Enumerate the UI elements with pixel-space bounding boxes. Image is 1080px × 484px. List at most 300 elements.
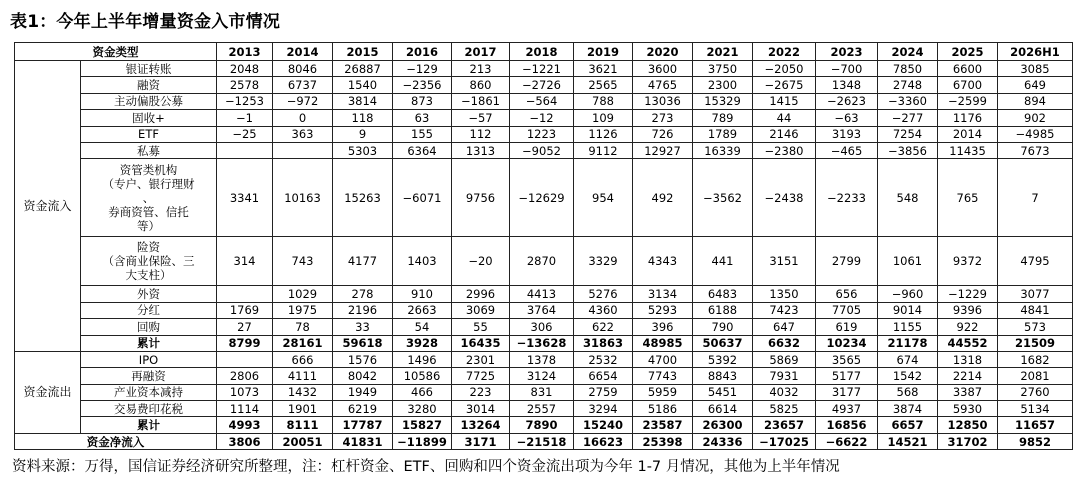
value-cell: 6737: [273, 77, 333, 93]
value-cell: 1126: [574, 126, 633, 142]
value-cell: −972: [273, 93, 333, 109]
value-cell: 5959: [633, 384, 693, 400]
value-cell: 213: [452, 61, 510, 77]
value-cell: 873: [393, 93, 452, 109]
value-cell: 7673: [998, 142, 1073, 158]
net-inflow-row: [15, 433, 1073, 449]
table-row: [15, 401, 1073, 417]
group-label: 资金流出: [15, 351, 81, 433]
row-label-line: 等）: [137, 218, 160, 233]
value-cell: 622: [574, 319, 633, 335]
value-cell: 1496: [393, 351, 452, 367]
value-cell: 112: [452, 126, 510, 142]
value-cell: [273, 142, 333, 158]
value-cell: 860: [452, 77, 510, 93]
table-row: [15, 319, 1073, 335]
value-cell: 568: [878, 384, 938, 400]
value-cell: 48985: [633, 335, 693, 351]
value-cell: 9396: [938, 302, 998, 318]
value-cell: −1253: [217, 93, 273, 109]
header-row: [15, 43, 1073, 61]
value-cell: 765: [938, 159, 998, 237]
value-cell: −3562: [693, 159, 753, 237]
value-cell: 2048: [217, 61, 273, 77]
value-cell: 13264: [452, 417, 510, 433]
value-cell: 656: [816, 286, 878, 302]
value-cell: 1061: [878, 237, 938, 286]
row-label: IPO: [81, 351, 217, 367]
value-cell: 573: [998, 319, 1073, 335]
value-cell: −20: [452, 237, 510, 286]
header-year: 2013: [217, 43, 273, 61]
value-cell: 6600: [938, 61, 998, 77]
value-cell: 4360: [574, 302, 633, 318]
value-cell: 31702: [938, 433, 998, 449]
value-cell: 155: [393, 126, 452, 142]
value-cell: −4985: [998, 126, 1073, 142]
value-cell: 8042: [333, 368, 393, 384]
row-label: 固收+: [81, 110, 217, 126]
value-cell: 1029: [273, 286, 333, 302]
value-cell: 5869: [753, 351, 816, 367]
value-cell: 12850: [938, 417, 998, 433]
value-cell: 7931: [753, 368, 816, 384]
value-cell: 5451: [693, 384, 753, 400]
value-cell: 5303: [333, 142, 393, 158]
value-cell: 9014: [878, 302, 938, 318]
value-cell: 7705: [816, 302, 878, 318]
value-cell: 78: [273, 319, 333, 335]
value-cell: 13036: [633, 93, 693, 109]
value-cell: 831: [510, 384, 574, 400]
value-cell: 59618: [333, 335, 393, 351]
row-label: 融资: [81, 77, 217, 93]
row-label: ETF: [81, 126, 217, 142]
value-cell: 3193: [816, 126, 878, 142]
value-cell: −21518: [510, 433, 574, 449]
value-cell: 441: [693, 237, 753, 286]
value-cell: 15240: [574, 417, 633, 433]
value-cell: 6657: [878, 417, 938, 433]
value-cell: 396: [633, 319, 693, 335]
value-cell: 674: [878, 351, 938, 367]
header-year: 2021: [693, 43, 753, 61]
value-cell: 278: [333, 286, 393, 302]
value-cell: −63: [816, 110, 878, 126]
value-cell: 55: [452, 319, 510, 335]
header-year: 2016: [393, 43, 452, 61]
value-cell: −960: [878, 286, 938, 302]
value-cell: −12: [510, 110, 574, 126]
value-cell: 3014: [452, 401, 510, 417]
value-cell: 6700: [938, 77, 998, 93]
value-cell: 1432: [273, 384, 333, 400]
value-cell: 492: [633, 159, 693, 237]
value-cell: 1073: [217, 384, 273, 400]
value-cell: 1155: [878, 319, 938, 335]
source-note: 资料来源：万得，国信证券经济研究所整理，注：杠杆资金、ETF、回购和四个资金流出项为今年 1-7 月情况，其他为上半年情况: [12, 459, 840, 475]
value-cell: 3134: [633, 286, 693, 302]
value-cell: 9: [333, 126, 393, 142]
value-cell: −2599: [938, 93, 998, 109]
table-row: [15, 351, 1073, 367]
value-cell: −2438: [753, 159, 816, 237]
row-label: 累计: [81, 417, 217, 433]
table-row: [15, 110, 1073, 126]
header-year: 2014: [273, 43, 333, 61]
value-cell: 954: [574, 159, 633, 237]
row-label: 回购: [81, 319, 217, 335]
value-cell: −2380: [753, 142, 816, 158]
value-cell: 21509: [998, 335, 1073, 351]
value-cell: 5825: [753, 401, 816, 417]
value-cell: 2806: [217, 368, 273, 384]
value-cell: 2565: [574, 77, 633, 93]
row-label-line: （专户、银行理财: [102, 176, 195, 191]
value-cell: 25398: [633, 433, 693, 449]
value-cell: 11657: [998, 417, 1073, 433]
value-cell: 31863: [574, 335, 633, 351]
value-cell: 902: [998, 110, 1073, 126]
table-row: [15, 286, 1073, 302]
value-cell: 1223: [510, 126, 574, 142]
value-cell: 726: [633, 126, 693, 142]
value-cell: −2623: [816, 93, 878, 109]
value-cell: 1313: [452, 142, 510, 158]
row-label: [81, 159, 217, 237]
value-cell: 6219: [333, 401, 393, 417]
value-cell: −129: [393, 61, 452, 77]
header-year: 2019: [574, 43, 633, 61]
value-cell: 2196: [333, 302, 393, 318]
value-cell: 314: [217, 237, 273, 286]
value-cell: 54: [393, 319, 452, 335]
value-cell: 4993: [217, 417, 273, 433]
value-cell: 4700: [633, 351, 693, 367]
value-cell: 23587: [633, 417, 693, 433]
value-cell: 10163: [273, 159, 333, 237]
value-cell: 1949: [333, 384, 393, 400]
value-cell: 666: [273, 351, 333, 367]
value-cell: 5186: [633, 401, 693, 417]
value-cell: 6654: [574, 368, 633, 384]
value-cell: −1: [217, 110, 273, 126]
value-cell: 5293: [633, 302, 693, 318]
value-cell: 11435: [938, 142, 998, 158]
value-cell: 15827: [393, 417, 452, 433]
value-cell: 41831: [333, 433, 393, 449]
value-cell: 2578: [217, 77, 273, 93]
value-cell: −2050: [753, 61, 816, 77]
value-cell: 922: [938, 319, 998, 335]
value-cell: −2356: [393, 77, 452, 93]
value-cell: 6188: [693, 302, 753, 318]
value-cell: 63: [393, 110, 452, 126]
value-cell: 44: [753, 110, 816, 126]
value-cell: 3280: [393, 401, 452, 417]
value-cell: 1789: [693, 126, 753, 142]
value-cell: 3151: [753, 237, 816, 286]
value-cell: 17787: [333, 417, 393, 433]
value-cell: 4841: [998, 302, 1073, 318]
value-cell: −2675: [753, 77, 816, 93]
value-cell: 2870: [510, 237, 574, 286]
value-cell: [217, 142, 273, 158]
value-cell: 2532: [574, 351, 633, 367]
value-cell: 1542: [878, 368, 938, 384]
row-label: 主动偏股公募: [81, 93, 217, 109]
value-cell: 466: [393, 384, 452, 400]
value-cell: 28161: [273, 335, 333, 351]
value-cell: 2760: [998, 384, 1073, 400]
value-cell: 0: [273, 110, 333, 126]
row-label: 累计: [81, 335, 217, 351]
value-cell: 910: [393, 286, 452, 302]
value-cell: 2081: [998, 368, 1073, 384]
value-cell: 743: [273, 237, 333, 286]
value-cell: 4937: [816, 401, 878, 417]
value-cell: 15329: [693, 93, 753, 109]
header-year: 2018: [510, 43, 574, 61]
value-cell: 16623: [574, 433, 633, 449]
value-cell: 3750: [693, 61, 753, 77]
value-cell: 9852: [998, 433, 1073, 449]
value-cell: 3294: [574, 401, 633, 417]
value-cell: 3806: [217, 433, 273, 449]
header-year: 2026H1: [998, 43, 1073, 61]
value-cell: 4413: [510, 286, 574, 302]
value-cell: 1682: [998, 351, 1073, 367]
value-cell: 16339: [693, 142, 753, 158]
value-cell: 4111: [273, 368, 333, 384]
value-cell: 363: [273, 126, 333, 142]
table-row: [15, 142, 1073, 158]
table-row: [15, 159, 1073, 237]
value-cell: 2748: [878, 77, 938, 93]
value-cell: 4795: [998, 237, 1073, 286]
row-label: 银证转账: [81, 61, 217, 77]
value-cell: 44552: [938, 335, 998, 351]
value-cell: 5134: [998, 401, 1073, 417]
value-cell: 273: [633, 110, 693, 126]
value-cell: 9756: [452, 159, 510, 237]
value-cell: 2663: [393, 302, 452, 318]
row-label: 私募: [81, 142, 217, 158]
table-title: 表1：今年上半年增量资金入市情况: [10, 12, 281, 32]
value-cell: 50637: [693, 335, 753, 351]
value-cell: −12629: [510, 159, 574, 237]
row-label-line: 、: [142, 190, 155, 205]
value-cell: −1861: [452, 93, 510, 109]
table-row: [15, 126, 1073, 142]
row-label-line: 大支柱）: [125, 268, 172, 283]
value-cell: 3077: [998, 286, 1073, 302]
value-cell: 8111: [273, 417, 333, 433]
value-cell: −564: [510, 93, 574, 109]
value-cell: 12927: [633, 142, 693, 158]
table-row: [15, 368, 1073, 384]
value-cell: 3764: [510, 302, 574, 318]
value-cell: 1975: [273, 302, 333, 318]
value-cell: 2146: [753, 126, 816, 142]
value-cell: 5276: [574, 286, 633, 302]
value-cell: 20051: [273, 433, 333, 449]
value-cell: 1901: [273, 401, 333, 417]
table-row: [15, 61, 1073, 77]
value-cell: 10586: [393, 368, 452, 384]
value-cell: 1318: [938, 351, 998, 367]
value-cell: 7423: [753, 302, 816, 318]
value-cell: −11899: [393, 433, 452, 449]
value-cell: 3329: [574, 237, 633, 286]
value-cell: −13628: [510, 335, 574, 351]
value-cell: 2759: [574, 384, 633, 400]
value-cell: 5177: [816, 368, 878, 384]
net-inflow-label: 资金净流入: [15, 433, 217, 449]
value-cell: 26887: [333, 61, 393, 77]
table-container: [14, 42, 1072, 450]
row-label-line: 资管类机构: [119, 162, 178, 177]
value-cell: 1176: [938, 110, 998, 126]
value-cell: 14521: [878, 433, 938, 449]
header-year: 2024: [878, 43, 938, 61]
value-cell: 5392: [693, 351, 753, 367]
value-cell: 4032: [753, 384, 816, 400]
value-cell: 3085: [998, 61, 1073, 77]
row-label: 外资: [81, 286, 217, 302]
value-cell: 3341: [217, 159, 273, 237]
value-cell: 3814: [333, 93, 393, 109]
value-cell: 1350: [753, 286, 816, 302]
value-cell: 6632: [753, 335, 816, 351]
value-cell: [217, 286, 273, 302]
fund-flow-table: [14, 42, 1073, 450]
value-cell: −6071: [393, 159, 452, 237]
value-cell: 5930: [938, 401, 998, 417]
value-cell: 3621: [574, 61, 633, 77]
value-cell: 16856: [816, 417, 878, 433]
value-cell: 619: [816, 319, 878, 335]
value-cell: 8799: [217, 335, 273, 351]
row-label-line: （含商业保险、三: [102, 254, 195, 269]
value-cell: 6614: [693, 401, 753, 417]
value-cell: −17025: [753, 433, 816, 449]
value-cell: −3856: [878, 142, 938, 158]
value-cell: 4343: [633, 237, 693, 286]
value-cell: −25: [217, 126, 273, 142]
header-year: 2022: [753, 43, 816, 61]
value-cell: 2557: [510, 401, 574, 417]
value-cell: 649: [998, 77, 1073, 93]
row-label: [81, 237, 217, 286]
value-cell: 2301: [452, 351, 510, 367]
value-cell: −1221: [510, 61, 574, 77]
value-cell: −6622: [816, 433, 878, 449]
header-year: 2017: [452, 43, 510, 61]
value-cell: 8843: [693, 368, 753, 384]
value-cell: 1378: [510, 351, 574, 367]
value-cell: 790: [693, 319, 753, 335]
value-cell: 2799: [816, 237, 878, 286]
value-cell: 15263: [333, 159, 393, 237]
value-cell: 24336: [693, 433, 753, 449]
value-cell: 23657: [753, 417, 816, 433]
value-cell: −2233: [816, 159, 878, 237]
row-label: 产业资本减持: [81, 384, 217, 400]
value-cell: 1769: [217, 302, 273, 318]
value-cell: 647: [753, 319, 816, 335]
table-row: [15, 93, 1073, 109]
group-label: 资金流入: [15, 61, 81, 352]
row-label: 再融资: [81, 368, 217, 384]
value-cell: 7743: [633, 368, 693, 384]
value-cell: 109: [574, 110, 633, 126]
value-cell: 9372: [938, 237, 998, 286]
value-cell: −2726: [510, 77, 574, 93]
value-cell: −57: [452, 110, 510, 126]
value-cell: 4177: [333, 237, 393, 286]
header-year: 2025: [938, 43, 998, 61]
table-row: [15, 77, 1073, 93]
value-cell: 894: [998, 93, 1073, 109]
value-cell: 789: [693, 110, 753, 126]
value-cell: 2300: [693, 77, 753, 93]
value-cell: −1229: [938, 286, 998, 302]
value-cell: 223: [452, 384, 510, 400]
header-year: 2015: [333, 43, 393, 61]
header-year: 2020: [633, 43, 693, 61]
header-year: 2023: [816, 43, 878, 61]
value-cell: 27: [217, 319, 273, 335]
value-cell: −277: [878, 110, 938, 126]
value-cell: 1348: [816, 77, 878, 93]
value-cell: 26300: [693, 417, 753, 433]
value-cell: 7850: [878, 61, 938, 77]
value-cell: 9112: [574, 142, 633, 158]
table-body: [15, 61, 1073, 450]
value-cell: 10234: [816, 335, 878, 351]
value-cell: 3069: [452, 302, 510, 318]
value-cell: 21178: [878, 335, 938, 351]
row-label: 交易费印花税: [81, 401, 217, 417]
value-cell: −465: [816, 142, 878, 158]
value-cell: 3124: [510, 368, 574, 384]
value-cell: 118: [333, 110, 393, 126]
table-row: [15, 335, 1073, 351]
table-row: [15, 237, 1073, 286]
row-label: 分红: [81, 302, 217, 318]
value-cell: 7890: [510, 417, 574, 433]
value-cell: 1540: [333, 77, 393, 93]
value-cell: 1415: [753, 93, 816, 109]
table-row: [15, 302, 1073, 318]
value-cell: 2996: [452, 286, 510, 302]
value-cell: 2214: [938, 368, 998, 384]
value-cell: 16435: [452, 335, 510, 351]
value-cell: 2014: [938, 126, 998, 142]
value-cell: 33: [333, 319, 393, 335]
value-cell: 3928: [393, 335, 452, 351]
table-row: [15, 417, 1073, 433]
value-cell: 1114: [217, 401, 273, 417]
value-cell: 3387: [938, 384, 998, 400]
value-cell: 788: [574, 93, 633, 109]
value-cell: 3600: [633, 61, 693, 77]
value-cell: 1576: [333, 351, 393, 367]
value-cell: 1403: [393, 237, 452, 286]
value-cell: 8046: [273, 61, 333, 77]
table-row: [15, 384, 1073, 400]
